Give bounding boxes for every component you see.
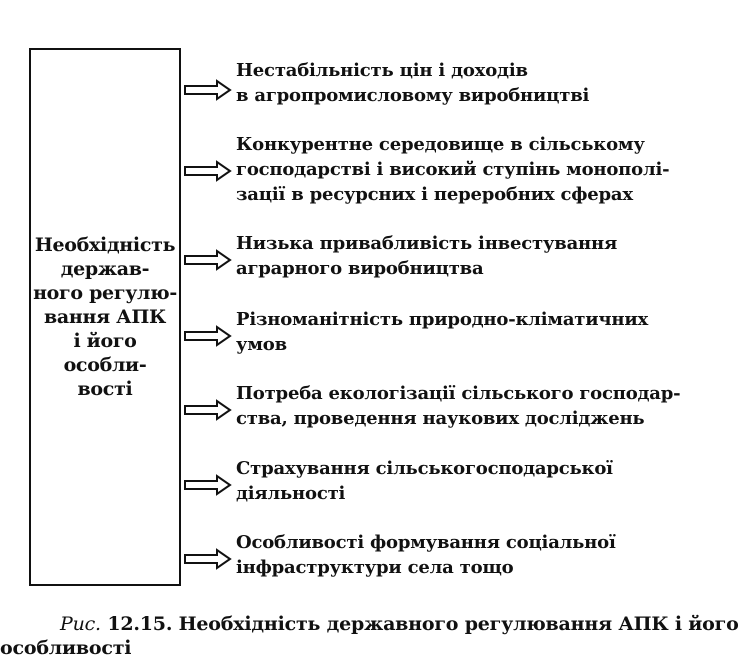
arrow-right-icon xyxy=(183,548,233,570)
main-box xyxy=(29,48,181,586)
factor-item: Потреба екологізації сільського господар- ства, проведення наукових досліджень xyxy=(236,383,681,429)
arrow-right-icon xyxy=(183,474,233,496)
caption-text-line2: особливості xyxy=(0,637,132,659)
caption-number: 12.15. xyxy=(107,613,173,635)
arrow-right-icon xyxy=(183,79,233,101)
factor-item: Конкурентне середовище в сільському господарстві і високий ступінь монополі- зації в ресурсних і переробних сферах xyxy=(236,134,670,205)
arrow-right-icon xyxy=(183,325,233,347)
arrow-right-icon xyxy=(183,160,233,182)
factor-item: Особливості формування соціальної інфраструктури села тощо xyxy=(236,532,616,578)
factor-item: Нестабільність цін і доходів в агропромисловому виробництві xyxy=(236,60,590,106)
factor-item: Різноманітність природно-кліматичних умов xyxy=(236,309,649,355)
caption-text: Необхідність державного регулювання АПК і його xyxy=(178,613,739,635)
main-box-label: Необхідність держав- ного регулю- вання АПК і його особли- вості xyxy=(33,234,177,400)
arrow-right-icon xyxy=(183,399,233,421)
arrow-right-icon xyxy=(183,249,233,271)
factor-item: Страхування сільськогосподарської діяльності xyxy=(236,458,613,504)
factor-item: Низька привабливість інвестування аграрного виробництва xyxy=(236,233,618,279)
caption-prefix: Рис. xyxy=(60,613,101,635)
figure-caption xyxy=(0,612,739,660)
